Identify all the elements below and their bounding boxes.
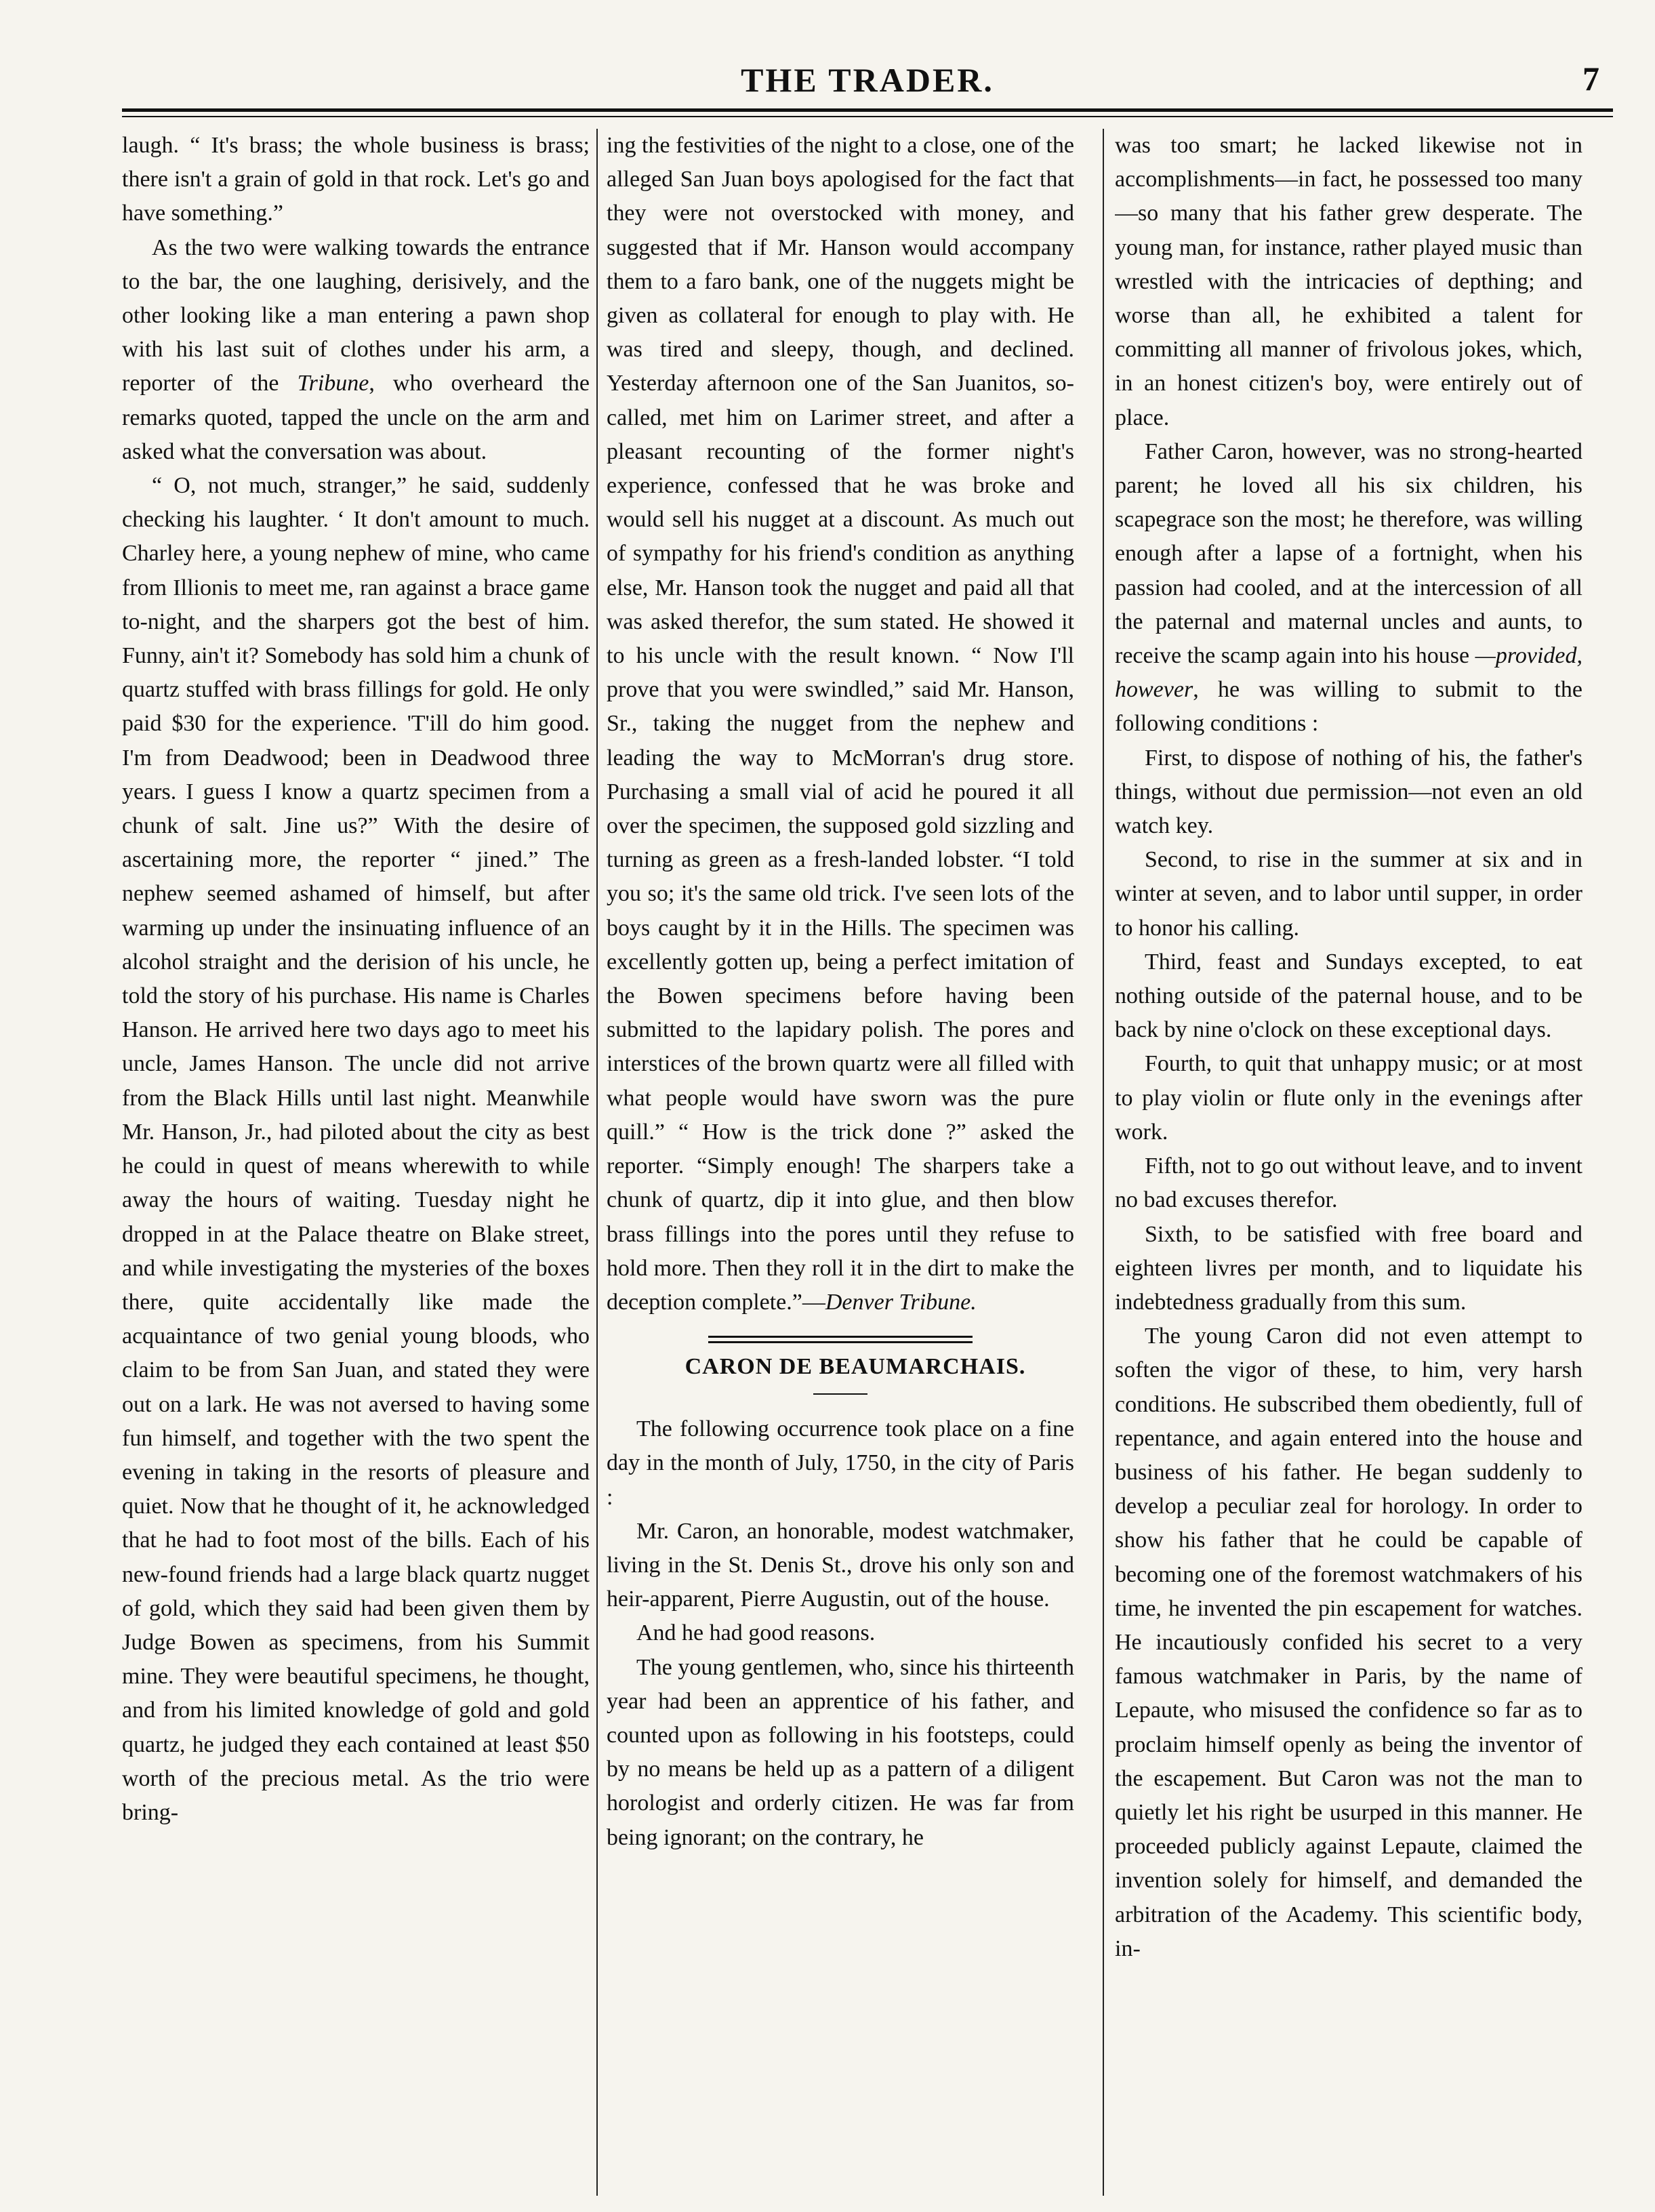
paragraph: The young Caron did not even attempt to soften the vigor of these, to him, very harsh conditions. He subscribed them obediently, full of repentance, and again entered into the house and business of his father. He began suddenly to develop a peculiar zeal for horology. In order to show his father that he could be capable of becoming one of the foremost watchmakers of his time, he invented the pin escapement for watches. He incautiously confided his secret to a very famous watchmaker in Paris, by the name of Lepaute, who misused the confidence so far as to proclaim himself openly as being the inventor of the escapement. But Caron was not the man to quietly let his right be usurped in this manner. He proceeded publicly against Lepaute, claimed the invention solely for himself, and demanded the arbitration of the Academy. This scientific body, in- bbox=[1115, 1324, 1582, 1961]
paragraph: Second, to rise in the summer at six and in winter at seven, and to labor until supper, in order to honor his calling. bbox=[1115, 847, 1582, 941]
paragraph: was too smart; he lacked likewise not in accomplishments—in fact, he possessed too many—so many that his father grew desperate. The young man, for instance, rather played music than wrestled with the intricacies of depthing; and worse than all, he exhibited a talent for committing all manner of frivolous jokes, which, in an honest citizen's boy, were entirely out of place. bbox=[1115, 133, 1582, 430]
header-rule-thin bbox=[122, 116, 1613, 117]
title-rule bbox=[813, 1393, 867, 1395]
paragraph: Third, feast and Sundays excepted, to eat nothing outside of the paternal house, and to be back by nine o'clock on these exceptional days. bbox=[1115, 949, 1582, 1043]
text-run: Father Caron, however, was no strong-hearted parent; he loved all his six children, his scapegrace son the most; he therefore, was willing enough after a lapse of a fortnight, when his passion had cooled, and at the intercession of all the paternal and maternal uncles and aunts, to receive the scamp again into his house bbox=[1115, 438, 1582, 669]
text-run: , who overheard the remarks quoted, tapped the uncle on the arm and asked what the conversation was about. bbox=[122, 371, 590, 464]
paragraph: Mr. Caron, an honorable, modest watchmaker, living in the St. Denis St., drove his only son and heir-apparent, Pierre Augustin, out of the house. bbox=[607, 1518, 1074, 1612]
column-divider bbox=[1103, 129, 1104, 2196]
paragraph bbox=[122, 231, 590, 469]
paragraph: Fourth, to quit that unhappy music; or at most to play violin or flute only in the evenings after work. bbox=[1115, 1051, 1582, 1145]
column-2 bbox=[607, 129, 1074, 2196]
paragraph bbox=[1115, 435, 1582, 741]
text-run: As the two were walking towards the entrance to the bar, the one laughing, derisively, and the other looking like a man entering a pawn shop with his last suit of clothes under his arm, a reporter of the bbox=[122, 234, 590, 396]
paragraph: Fifth, not to go out without leave, and to invent no bad excuses therefor. bbox=[1115, 1153, 1582, 1213]
emphasis: —provided, however bbox=[1115, 643, 1582, 703]
paragraph: “ O, not much, stranger,” he said, suddenly checking his laughter. ‘ It don't amount to much. Charley here, a young nephew of mine, who came from Illionis to meet me, ran against a brace game to-night, and the sharpers got the best of him. Funny, ain't it? Somebody has sold him a chunk of quartz stuffed with brass fillings for gold. He only paid $30 for the experience. 'T'ill do him good. I'm from Deadwood; been in Deadwood three years. I guess I know a quartz specimen from a chunk of salt. Jine us?” With the desire of ascertaining more, the reporter “ jined.” The nephew seemed ashamed of himself, but after warming up under the insinuating influence of an alcohol straight and the derision of his uncle, he told the story of his purchase. His name is Charles Hanson. He arrived here two days ago to meet his uncle, James Hanson. The uncle did not arrive from the Black Hills until last night. Meanwhile Mr. Hanson, Jr., had piloted about the city as best he could in quest of means wherewith to while away the hours of waiting. Tuesday night he dropped in at the Palace theatre on Blake street, and while investigating the mysteries of the boxes there, quite accidentally like made the acquaintance of two genial young bloods, who claim to be from San Juan, and stated they were out on a lark. He was not aversed to having some fun himself, and together with the two spent the evening in taking in the resorts of pleasure and quiet. Now that he thought of it, he acknowledged that he had to foot most of the bills. Each of his new-found friends had a large black quartz nugget of gold, which they said had been given them by Judge Bowen as specimens, from his Summit mine. They were beautiful specimens, he thought, and from his limited knowledge of gold and gold quartz, he judged they each contained at least $50 worth of the precious metal. As the trio were bring- bbox=[122, 473, 590, 1825]
page-header bbox=[122, 0, 1613, 99]
page-number: 7 bbox=[1582, 60, 1599, 98]
header-rule-thick bbox=[122, 108, 1613, 112]
paragraph: The following occurrence took place on a fine day in the month of July, 1750, in the city of Paris : bbox=[607, 1416, 1074, 1510]
paragraph: The young gentlemen, who, since his thirteenth year had been an apprentice of his father, and counted upon as following in his footsteps, could by no means be held up as a pattern of a diligent horologist and orderly citizen. He was far from being ignorant; on the contrary, he bbox=[607, 1654, 1074, 1850]
newspaper-title: THE TRADER. bbox=[741, 61, 994, 99]
text-run: , he was willing to submit to the following conditions : bbox=[1115, 677, 1582, 737]
text-run: ing the festivities of the night to a close, one of the alleged San Juan boys apologised for the fact that they were not overstocked with money, and suggested that if Mr. Hanson would accompany them to a faro bank, one of the nuggets might be given as collateral for enough to play with. He was tired and sleepy, though, and declined. Yesterday afternoon one of the San Juanitos, so-called, met him on Larimer street, and after a pleasant recounting of the former night's experience, confessed that he was broke and would sell his nugget at a discount. As much out of sympathy for his friend's condition as anything else, Mr. Hanson took the nugget and paid all that was asked therefor, the sum stated. He showed it to his uncle with the result known. “ Now I'll prove that you were swindled,” said Mr. Hanson, Sr., taking the nugget from the nephew and leading the way to McMorran's drug store. Purchasing a small vial of acid he poured it all over the specimen, the supposed gold sizzling and turning as green as a fresh-landed lobster. “I told you so; it's the same old trick. I've seen lots of the boys caught by it in the Hills. The specimen was excellently gotten up, being a perfect imitation of the Bowen specimens before having been submitted to the lapidary polish. The pores and interstices of the brown quartz were all filled with what people would have sworn was the pure quill.” “ How is the trick done ?” asked the reporter. “Simply enough! The sharpers take a chunk of quartz, dip it into glue, and then blow brass fillings into the pores until they refuse to hold more. Then they roll it in the dirt to make the deception complete.”— bbox=[607, 133, 1074, 1315]
article-title: CARON DE BEAUMARCHAIS. bbox=[685, 1354, 1026, 1380]
paragraph: Sixth, to be satisfied with free board and eighteen livres per month, and to liquidate his indebtedness gradually from this sum. bbox=[1115, 1221, 1582, 1315]
paragraph: And he had good reasons. bbox=[636, 1620, 876, 1646]
column-1 bbox=[122, 129, 590, 2196]
paragraph: First, to dispose of nothing of his, the father's things, without due permission—not even an old watch key. bbox=[1115, 745, 1582, 839]
article-divider bbox=[708, 1336, 973, 1343]
paragraph bbox=[607, 129, 1074, 1319]
column-divider bbox=[596, 129, 598, 2196]
article-credit: Denver Tribune. bbox=[825, 1289, 977, 1315]
column-3 bbox=[1115, 129, 1582, 2196]
paragraph: laugh. “ It's brass; the whole business is brass; there isn't a grain of gold in that rock. Let's go and have something.” bbox=[122, 133, 590, 226]
publication-name: Tribune bbox=[297, 371, 369, 396]
